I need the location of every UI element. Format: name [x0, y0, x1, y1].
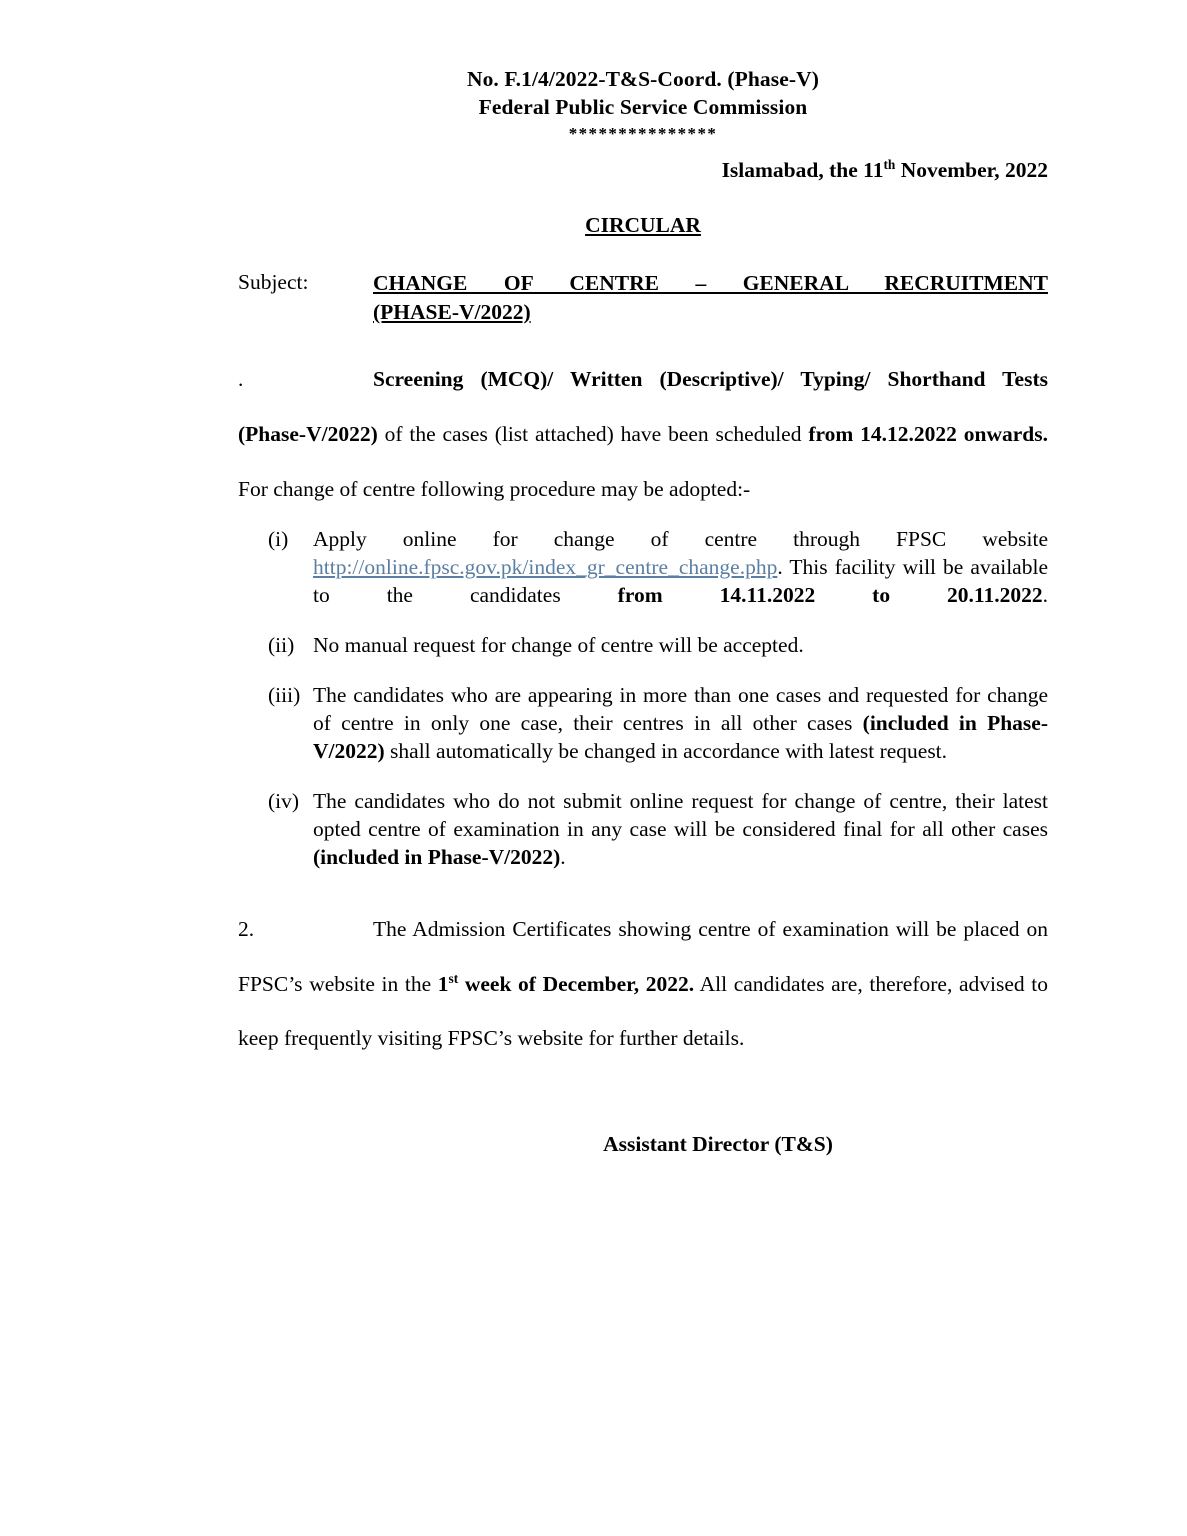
- paragraph-2-post: All candidates are, therefore, advised to keep frequently visiting FPSC’s website for further details.: [238, 971, 1049, 1051]
- asterisk-divider: ***************: [568, 123, 718, 143]
- list-item-marker: (iii): [268, 683, 301, 708]
- file-number: No. F.1/4/2022-T&S-Coord. (Phase-V): [466, 67, 820, 91]
- lead-marker: .: [238, 366, 244, 391]
- lead-mid-text: of the cases (list attached) have been scheduled: [377, 421, 809, 446]
- subject-text: [373, 269, 1048, 326]
- document-body: [238, 0, 1048, 1536]
- organization-name: Federal Public Service Commission: [478, 94, 808, 119]
- circular-title: CIRCULAR: [585, 213, 701, 238]
- dateline: [238, 158, 1048, 183]
- lead-paragraph: [238, 352, 1048, 516]
- list-item: [238, 632, 1048, 660]
- list-item: [238, 788, 1048, 872]
- item-iii-pre: The candidates who are appearing in more than one cases and requested for change of centre in only one case, their centres in all other cases: [313, 683, 1048, 735]
- subject-label: Subject:: [238, 270, 309, 295]
- item-i-bold-dates: from 14.11.2022 to 20.11.2022: [617, 583, 1043, 608]
- subject-line-2: (PHASE-V/2022): [373, 299, 531, 324]
- lead-tail-text: For change of centre following procedure may be adopted:-: [238, 476, 751, 501]
- list-item-marker: (ii): [268, 633, 295, 658]
- list-item-text: [313, 632, 1048, 660]
- dateline-place: Islamabad, the 11: [721, 158, 884, 183]
- list-item-text: [313, 682, 1048, 766]
- item-iii-post: shall automatically be changed in accordance with latest request.: [384, 738, 948, 763]
- list-item-text: [313, 526, 1048, 610]
- lead-bold-phase: (Phase-V/2022): [238, 421, 378, 446]
- paragraph-2-pre: The Admission Certificates showing centre of examination will be placed on FPSC’s website in the: [238, 916, 1048, 996]
- list-item: [238, 526, 1048, 610]
- subject-line-1: CHANGE OF CENTRE – GENERAL RECRUITMENT: [373, 271, 1048, 296]
- dateline-ordinal: th: [883, 156, 896, 172]
- item-iv-post: .: [560, 844, 566, 869]
- fpsc-centre-change-link[interactable]: http://online.fpsc.gov.pk/index_gr_centre_change.php: [313, 555, 778, 580]
- paragraph-2-bold-ordinal: 1st week of December, 2022.: [437, 970, 695, 996]
- item-ii-text: No manual request for change of centre will be accepted.: [313, 633, 804, 658]
- subject-row: [238, 269, 1048, 326]
- item-i-post: .: [1042, 583, 1048, 608]
- signature-block: Assistant Director (T&S): [603, 1132, 833, 1157]
- paragraph-2: [238, 902, 1048, 1066]
- list-item-text: [313, 788, 1048, 872]
- item-iv-pre: The candidates who do not submit online request for change of centre, their latest opted centre of examination in any case will be considered final for all other cases: [313, 788, 1048, 841]
- letterhead: [238, 0, 1048, 144]
- ordinal-suffix: st: [448, 970, 459, 986]
- paragraph-2-number: 2.: [238, 916, 255, 941]
- list-item-marker: (iv): [268, 788, 300, 813]
- item-iii-bold: (included in Phase-V/2022): [313, 711, 1048, 763]
- lead-bold-intro: Screening (MCQ)/ Written (Descriptive)/ Typing/ Shorthand Tests: [373, 366, 1048, 391]
- lead-bold-dates: from 14.12.2022 onwards.: [808, 421, 1049, 446]
- item-i-mid: . This facility will be available to the candidates: [313, 555, 1048, 608]
- procedure-list: [238, 526, 1048, 871]
- item-iv-bold: (included in Phase-V/2022): [313, 844, 561, 869]
- dateline-month-year: November, 2022: [895, 158, 1048, 183]
- list-item: [238, 682, 1048, 766]
- item-i-pre: Apply online for change of centre through FPSC website: [313, 527, 1048, 552]
- list-item-marker: (i): [268, 527, 289, 552]
